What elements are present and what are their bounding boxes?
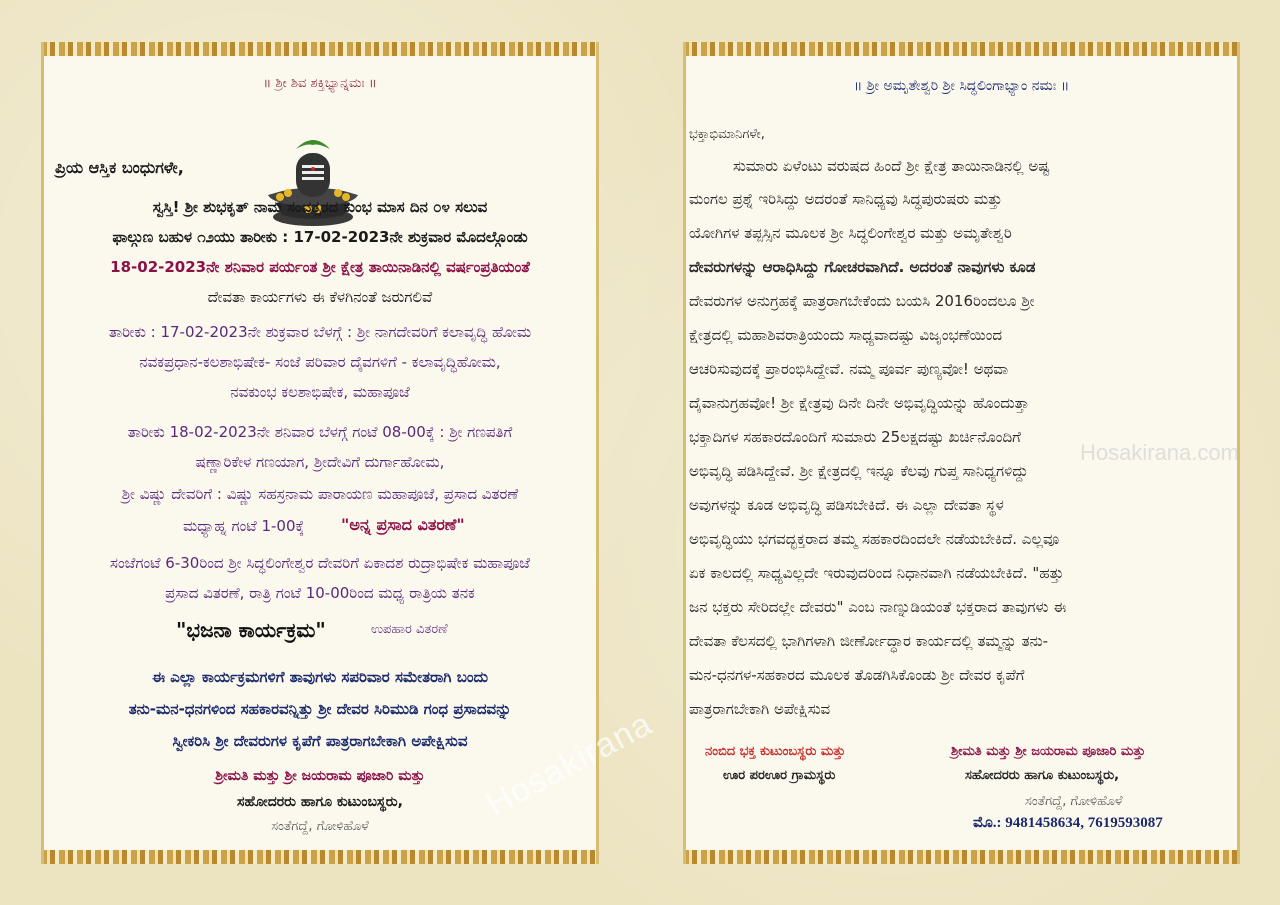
right-invocation: ॥ ಶ್ರೀ ಅಮೃತೇಶ್ವರಿ ಶ್ರೀ ಸಿದ್ಧಲಿಂಗಾಭ್ಯಾಂ ನಮಃ ॥ bbox=[853, 78, 1070, 94]
day2-line-evening: ಸಂಜೆಗಂಟೆ 6-30ರಿಂದ ಶ್ರೀ ಸಿದ್ಧಲಿಂಗೇಶ್ವರ ದೇವರಿಗೆ ಏಕಾದಶ ರುದ್ರಾಭಿಷೇಕ ಮಹಾಪೂಜೆ bbox=[110, 554, 530, 572]
day1-line-3: ನವಕುಂಭ ಕಲಶಾಭಿಷೇಕ, ಮಹಾಪೂಜೆ bbox=[230, 383, 410, 401]
right-body-line-10: ಅಭಿವೃದ್ಧಿ ಪಡಿಸಿದ್ದೇವೆ. ಶ್ರೀ ಕ್ಷೇತ್ರದಲ್ಲಿ ಇನ್ನೂ ಕೆಲವು ಗುಪ್ತ ಸಾನಿಧ್ಯಗಳಿದ್ದು bbox=[689, 462, 1029, 480]
right-sign-right-2: ಸಹೋದರರು ಹಾಗೂ ಕುಟುಂಬಸ್ಥರು, bbox=[965, 768, 1120, 783]
right-body-line-5: ದೇವರುಗಳ ಅನುಗ್ರಹಕ್ಕೆ ಪಾತ್ರರಾಗಬೇಕೆಂದು ಬಯಸಿ 2016ರಿಂದಲೂ ಶ್ರೀ bbox=[689, 292, 1035, 310]
right-body-line-6: ಕ್ಷೇತ್ರದಲ್ಲಿ ಮಹಾಶಿವರಾತ್ರಿಯಂದು ಸಾಧ್ಯವಾದಷ್ಟು ವಿಜೃಂಭಣೆಯಿಂದ bbox=[689, 326, 1003, 344]
upahara-label: ಉಪಹಾರ ವಿತರಣೆ bbox=[371, 622, 448, 637]
right-sign-left-2: ಊರ ಪರಊರ ಗ್ರಾಮಸ್ಥರು bbox=[723, 768, 836, 783]
left-invocation: ॥ ಶ್ರೀ ಶಿವ ಶಕ್ತಿಭ್ಯಾನ್ನಮಃ ॥ bbox=[263, 76, 377, 91]
day2-line-1: ತಾರೀಕು 18-02-2023ನೇ ಶನಿವಾರ ಬೆಳಗ್ಗೆ ಗಂಟೆ 08-00ಕ್ಕೆ : ಶ್ರೀ ಗಣಪತಿಗೆ bbox=[127, 423, 513, 441]
appeal-line-2: ತನು-ಮನ-ಧನಗಳಿಂದ ಸಹಕಾರವನ್ನಿತ್ತು ಶ್ರೀ ದೇವರ ಸಿರಿಮುಡಿ ಗಂಧ ಪ್ರಸಾದವನ್ನು bbox=[128, 700, 512, 718]
right-body-line-2: ಮಂಗಲ ಪ್ರಶ್ನೆ ಇರಿಸಿದ್ದು ಅದರಂತೆ ಸಾನಿಧ್ಯವು ಸಿದ್ಧಪುರುಷರು ಮತ್ತು bbox=[689, 190, 1003, 208]
left-sign-line-1: ಶ್ರೀಮತಿ ಮತ್ತು ಶ್ರೀ ಜಯರಾಮ ಪೂಜಾರಿ ಮತ್ತು bbox=[215, 768, 425, 784]
right-body-line-9: ಭಕ್ತಾದಿಗಳ ಸಹಕಾರದೊಂದಿಗೆ ಸುಮಾರು 25ಲಕ್ಷದಷ್ಟು ಖರ್ಚಿನೊಂದಿಗೆ bbox=[689, 428, 1021, 446]
day2-line-night: ಪ್ರಸಾದ ವಿತರಣೆ, ರಾತ್ರಿ ಗಂಟೆ 10-00ರಿಂದ ಮಧ್ಯ ರಾತ್ರಿಯ ತನಕ bbox=[165, 584, 475, 602]
right-greeting: ಭಕ್ತಾಭಿಮಾನಿಗಳೇ, bbox=[689, 127, 765, 142]
left-sign-line-2: ಸಹೋದರರು ಹಾಗೂ ಕುಟುಂಬಸ್ಥರು, bbox=[237, 794, 403, 810]
border-left bbox=[683, 42, 686, 864]
ornamental-border-bottom bbox=[683, 850, 1240, 864]
contact-phone-numbers: ಮೊ.: 9481458634, 7619593087 bbox=[973, 815, 1163, 831]
right-body-line-1: ಸುಮಾರು ಏಳೆಂಟು ವರುಷದ ಹಿಂದೆ ಶ್ರೀ ಕ್ಷೇತ್ರ ತಾಯಿನಾಡಿನಲ್ಲಿ ಅಷ್ಟ bbox=[733, 157, 1050, 175]
ornamental-border-bottom bbox=[41, 850, 599, 864]
right-sign-left-1: ನಂಬಿದ ಭಕ್ತ ಕುಟುಂಬಸ್ಥರು ಮತ್ತು bbox=[705, 744, 846, 759]
appeal-line-1: ಈ ಎಲ್ಲಾ ಕಾರ್ಯಕ್ರಮಗಳಿಗೆ ತಾವುಗಳು ಸಪರಿವಾರ ಸಮೇತರಾಗಿ ಬಂದು bbox=[152, 668, 488, 686]
right-body-line-4: ದೇವರುಗಳನ್ನು ಆರಾಧಿಸಿದ್ದು ಗೋಚರವಾಗಿದೆ. ಅದರಂತೆ ನಾವುಗಳು ಕೂಡ bbox=[689, 258, 1036, 276]
right-body-line-3: ಯೋಗಿಗಳ ತಪ್ಪಸ್ಸಿನ ಮೂಲಕ ಶ್ರೀ ಸಿದ್ಧಲಿಂಗೇಶ್ವರ ಮತ್ತು ಅಮೃತೇಶ್ವರಿ bbox=[689, 224, 1012, 242]
right-body-line-8: ದೈವಾನುಗ್ರಹವೋ! ಶ್ರೀ ಕ್ಷೇತ್ರವು ದಿನೇ ದಿನೇ ಅಭಿವೃದ್ಧಿಯನ್ನು ಹೊಂದುತ್ತಾ bbox=[689, 394, 1030, 412]
bhajana-label: "ಭಜನಾ ಕಾರ್ಯಕ್ರಮ" bbox=[176, 618, 326, 642]
right-sign-right-1: ಶ್ರೀಮತಿ ಮತ್ತು ಶ್ರೀ ಜಯರಾಮ ಪೂಜಾರಿ ಮತ್ತು bbox=[951, 744, 1146, 759]
intro-line-1: ಸ್ವಸ್ತಿ! ಶ್ರೀ ಶುಭಕೃತ್ ನಾಮ ಸಂವತ್ಸರದ ಕುಂಭ ಮಾಸ ದಿನ ೦೪ ಸಲುವ bbox=[152, 198, 488, 216]
intro-line-2: ಫಾಲ್ಗುಣ ಬಹುಳ ೧೨ಯು ತಾರೀಕು : 17-02-2023ನೇ ಶುಕ್ರವಾರ ಮೊದಲ್ಗೊಂಡು bbox=[112, 228, 528, 246]
anna-prasada-label: "ಅನ್ನ ಪ್ರಸಾದ ವಿತರಣೆ" bbox=[341, 515, 465, 534]
left-sign-line-3: ಸಂತೆಗದ್ದೆ, ಗೋಳಿಹೊಳೆ bbox=[271, 819, 369, 834]
watermark-text: Hosakirana bbox=[480, 704, 659, 824]
right-body-line-11: ಅವುಗಳನ್ನು ಕೂಡ ಅಭಿವೃದ್ಧಿ ಪಡಿಸಬೇಕಿದೆ. ಈ ಎಲ್ಲಾ ದೇವತಾ ಸ್ಥಳ bbox=[689, 496, 1004, 514]
left-greeting: ಪ್ರಿಯ ಆಸ್ತಿಕ ಬಂಧುಗಳೇ, bbox=[55, 158, 184, 177]
right-body-line-13: ಏಕ ಕಾಲದಲ್ಲಿ ಸಾಧ್ಯವಿಲ್ಲದೇ ಇರುವುದರಿಂದ ನಿಧಾನವಾಗಿ ನಡೆಯಬೇಕಿದೆ. "ಹತ್ತು bbox=[689, 564, 1064, 582]
watermark-text-2: Hosakirana.com bbox=[1080, 440, 1239, 465]
right-body-line-16: ಮನ-ಧನಗಳ-ಸಹಕಾರದ ಮೂಲಕ ತೊಡಗಿಸಿಕೊಂಡು ಶ್ರೀ ದೇವರ ಕೃಪೆಗೆ bbox=[689, 666, 1025, 684]
right-sign-right-3: ಸಂತೆಗದ್ದೆ, ಗೋಳಿಹೊಳೆ bbox=[1025, 794, 1123, 809]
day2-lunch-time: ಮಧ್ಯಾಹ್ನ ಗಂಟೆ 1-00ಕ್ಕೆ bbox=[183, 517, 305, 535]
left-invitation-card bbox=[41, 42, 599, 864]
ornamental-border-top bbox=[683, 42, 1240, 56]
intro-line-3: 18-02-2023ನೇ ಶನಿವಾರ ಪರ್ಯಂತ ಶ್ರೀ ಕ್ಷೇತ್ರ ತಾಯಿನಾಡಿನಲ್ಲಿ ವರ್ಷಂಪ್ರತಿಯಂತೆ bbox=[110, 258, 530, 276]
day1-line-1: ತಾರೀಕು : 17-02-2023ನೇ ಶುಕ್ರವಾರ ಬೆಳಗ್ಗೆ : ಶ್ರೀ ನಾಗದೇವರಿಗೆ ಕಲಾವೃದ್ಧಿ ಹೋಮ bbox=[108, 323, 532, 341]
appeal-line-3: ಸ್ವೀಕರಿಸಿ ಶ್ರೀ ದೇವರುಗಳ ಕೃಪೆಗೆ ಪಾತ್ರರಾಗಬೇಕಾಗಿ ಅಪೇಕ್ಷಿಸುವ bbox=[172, 732, 468, 750]
day1-line-2: ನವಕಪ್ರಧಾನ-ಕಲಶಾಭಿಷೇಕ- ಸಂಜೆ ಪರಿವಾರ ದೈವಗಳಿಗೆ - ಕಲಾವೃದ್ಧಿಹೋಮ, bbox=[139, 353, 501, 371]
right-body-line-14: ಜನ ಭಕ್ತರು ಸೇರಿದಲ್ಲೇ ದೇವರು" ಎಂಬ ನಾಣ್ನುಡಿಯಂತೆ ಭಕ್ತರಾದ ತಾವುಗಳು ಈ bbox=[689, 598, 1067, 616]
ornamental-border-top bbox=[41, 42, 599, 56]
right-body-line-17: ಪಾತ್ರರಾಗಬೇಕಾಗಿ ಅಪೇಕ್ಷಿಸುವ bbox=[689, 700, 831, 718]
right-body-line-7: ಆಚರಿಸುವುದಕ್ಕೆ ಪ್ರಾರಂಭಿಸಿದ್ದೇವೆ. ನಮ್ಮ ಪೂರ್ವ ಪುಣ್ಯವೋ! ಅಥವಾ bbox=[689, 360, 1009, 378]
day2-line-2: ಷಣ್ಣಾರಿಕೇಳ ಗಣಯಾಗ, ಶ್ರೀದೇವಿಗೆ ದುರ್ಗಾಹೋಮ, bbox=[195, 453, 445, 471]
day2-line-3: ಶ್ರೀ ವಿಷ್ಣು ದೇವರಿಗೆ : ವಿಷ್ಣು ಸಹಸ್ರನಾಮ ಪಾರಾಯಣ ಮಹಾಪೂಜೆ, ಪ್ರಸಾದ ವಿತರಣೆ bbox=[121, 485, 519, 503]
intro-line-4: ದೇವತಾ ಕಾರ್ಯಗಳು ಈ ಕೆಳಗಿನಂತೆ ಜರುಗಲಿವೆ bbox=[207, 288, 433, 306]
right-body-line-15: ದೇವತಾ ಕೆಲಸದಲ್ಲಿ ಭಾಗಿಗಳಾಗಿ ಜೀರ್ಣೋದ್ಧಾರ ಕಾರ್ಯದಲ್ಲಿ ತಮ್ಮನ್ನು ತನು- bbox=[689, 632, 1049, 650]
right-body-line-12: ಅಭಿವೃದ್ಧಿಯು ಭಗವದ್ಭಕ್ತರಾದ ತಮ್ಮ ಸಹಕಾರದಿಂದಲೇ ನಡೆಯಬೇಕಿದೆ. ಎಲ್ಲವೂ bbox=[689, 530, 1060, 548]
